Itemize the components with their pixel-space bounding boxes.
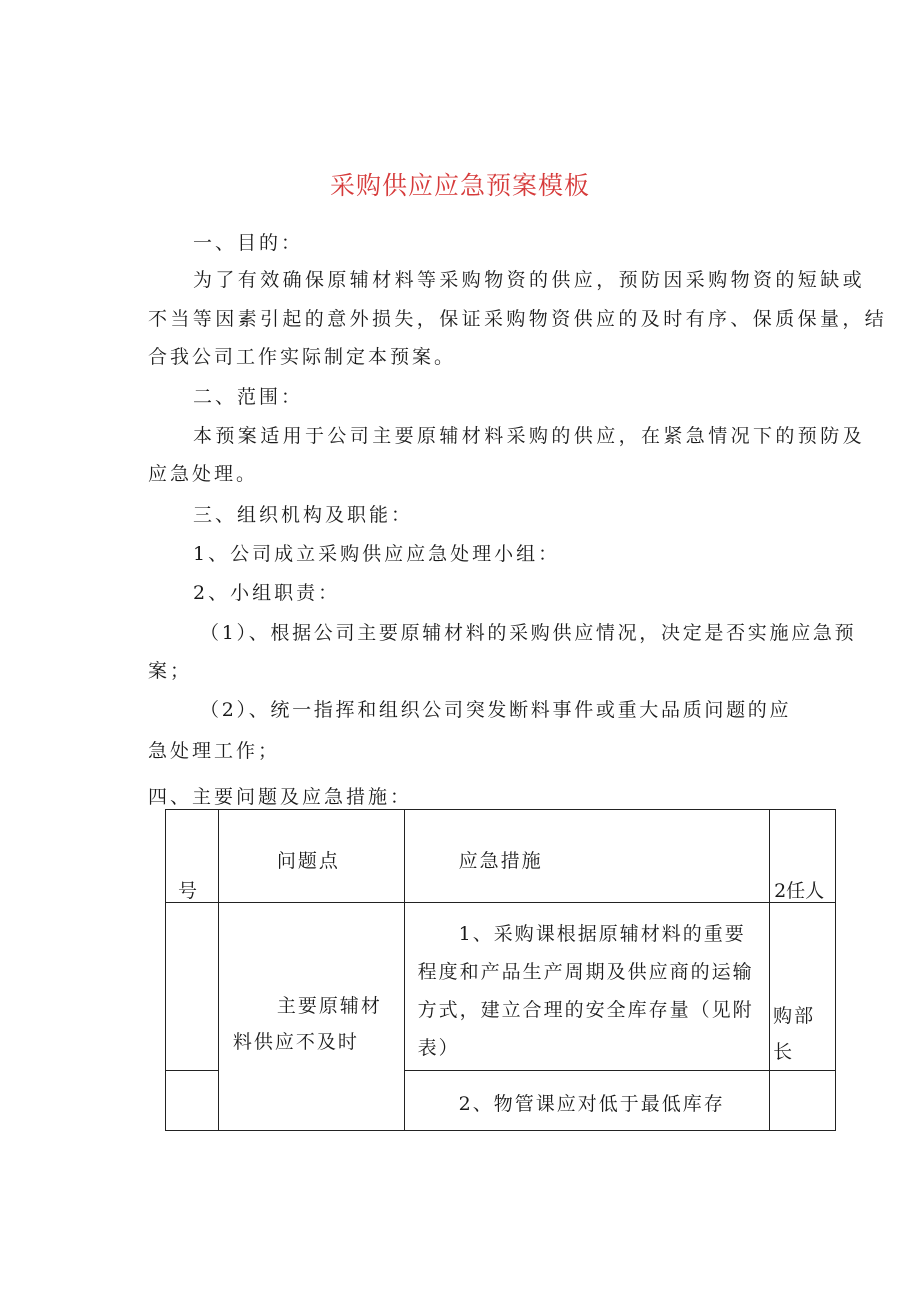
duty-item-1: （1）、根据公司主要原辅材料的采购供应情况，决定是否实施应急预 <box>200 622 857 644</box>
document-title: 采购供应应急预案模板 <box>329 171 590 200</box>
row2-measure-line: 2、物管课应对低于最低库存 <box>458 1093 725 1115</box>
row1-owner-line: 购部 <box>773 1005 816 1027</box>
row1-measure-cell <box>404 903 769 1071</box>
row2-measure-cell <box>404 1071 769 1131</box>
duty-item-1-continued: 案； <box>148 660 193 682</box>
table-row <box>166 903 836 1071</box>
section-purpose-heading: 一、目的： <box>193 232 304 254</box>
header-owner-cell <box>770 810 836 903</box>
row1-measure-line: 方式，建立合理的安全库存量（见附 <box>417 999 754 1021</box>
section-measures-heading: 四、主要问题及应急措施： <box>148 786 413 808</box>
purpose-paragraph-line: 合我公司工作实际制定本预案。 <box>148 346 457 368</box>
header-owner: 2任人 <box>774 880 825 902</box>
duty-item-2: （2）、统一指挥和组织公司突发断料事件或重大品质问题的应 <box>200 699 792 721</box>
header-measure: 应急措施 <box>458 850 543 872</box>
header-measure-cell <box>404 810 769 903</box>
row1-issue-line: 主要原辅材 <box>276 995 382 1017</box>
row1-issue-line: 料供应不及时 <box>232 1031 359 1053</box>
row1-measure-line: 程度和产品生产周期及供应商的运输 <box>417 961 754 983</box>
row1-owner-line: 长 <box>773 1041 795 1063</box>
header-issue-cell <box>218 810 404 903</box>
row1-num-cell <box>166 903 219 1071</box>
row2-owner-cell <box>770 1071 836 1131</box>
purpose-paragraph-line: 为了有效确保原辅材料等采购物资的供应，预防因采购物资的短缺或 <box>193 269 866 291</box>
scope-paragraph-line: 本预案适用于公司主要原辅材料采购的供应，在紧急情况下的预防及 <box>193 425 866 447</box>
row1-issue-cell <box>218 903 404 1131</box>
organization-item-1: 1、公司成立采购供应应急处理小组： <box>193 543 561 565</box>
header-issue: 问题点 <box>276 850 340 872</box>
header-num: 号 <box>178 880 200 902</box>
duty-item-2-continued: 急处理工作； <box>148 740 281 762</box>
row1-measure-line: 1、采购课根据原辅材料的重要 <box>458 923 746 945</box>
organization-item-2: 2、小组职责： <box>193 582 341 604</box>
row1-owner-cell <box>770 903 836 1071</box>
row2-num-cell <box>166 1071 219 1131</box>
section-scope-heading: 二、范围： <box>193 386 304 408</box>
purpose-paragraph-line: 不当等因素引起的意外损失，保证采购物资供应的及时有序、保质保量，结 <box>148 308 888 330</box>
scope-paragraph-line: 应急处理。 <box>148 463 259 485</box>
measures-table <box>165 809 836 1131</box>
table-header-row <box>166 810 836 903</box>
section-organization-heading: 三、组织机构及职能： <box>193 504 414 526</box>
header-num-cell <box>166 810 219 903</box>
row1-measure-line: 表） <box>417 1037 460 1059</box>
